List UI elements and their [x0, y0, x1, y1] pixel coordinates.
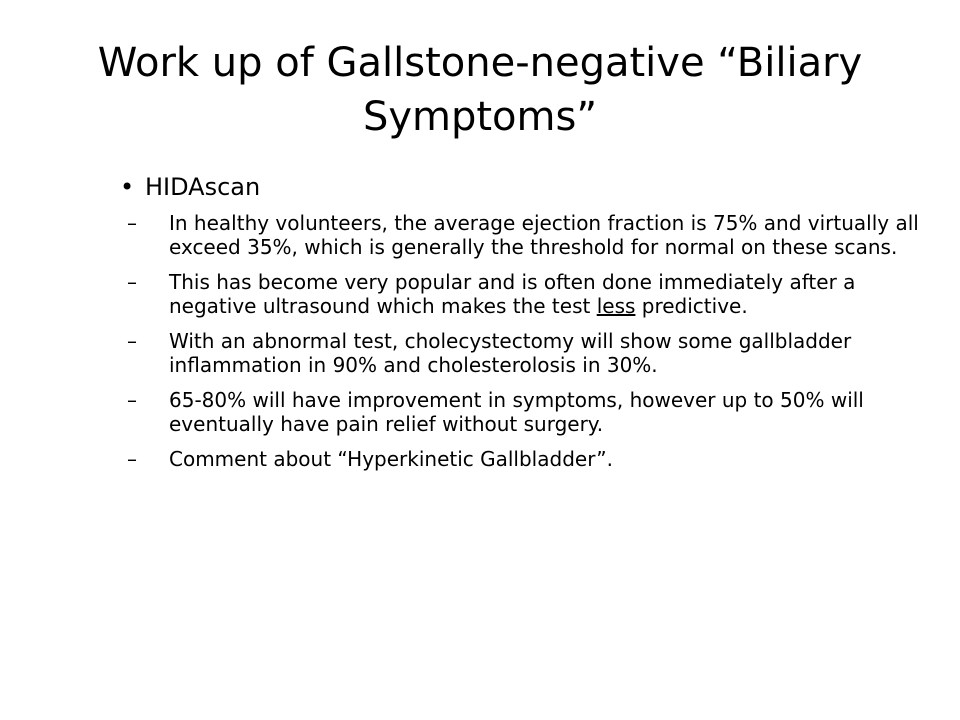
underlined-emphasis: less — [596, 294, 636, 318]
main-bullet-item — [120, 172, 920, 202]
sub-bullet-text: Comment about “Hyperkinetic Gallbladder”. — [169, 447, 613, 471]
dash-marker: – — [127, 388, 137, 412]
dash-marker: – — [127, 329, 137, 353]
sub-bullet-item — [127, 447, 920, 471]
sub-bullet-text-part: This has become very popular and is often done immediately after a negative ultrasound which makes the test — [169, 270, 856, 318]
slide-title: Work up of Gallstone-negative “Biliary Symptoms” — [97, 40, 863, 140]
sub-bullet-item — [127, 270, 920, 318]
sub-bullet-item — [127, 211, 920, 259]
sub-bullet-text-part: predictive. — [635, 294, 748, 318]
sub-bullet-text: With an abnormal test, cholecystectomy will show some gallbladder inflammation in 90% and cholesterolosis in 30%. — [169, 329, 852, 377]
dash-marker: – — [127, 211, 137, 235]
main-bullet-text: HIDAscan — [145, 173, 261, 201]
sub-bullet-text — [169, 270, 855, 318]
sub-bullet-list — [120, 211, 920, 471]
sub-bullet-item — [127, 388, 920, 436]
sub-bullet-text: In healthy volunteers, the average ejection fraction is 75% and virtually all exceed 35%, which is generally the threshold for normal on these scans. — [169, 211, 919, 259]
dash-marker: – — [127, 270, 137, 294]
bullet-marker: • — [120, 173, 135, 201]
dash-marker: – — [127, 447, 137, 471]
sub-bullet-item — [127, 329, 920, 377]
slide-body — [120, 172, 920, 482]
sub-bullet-text: 65-80% will have improvement in symptoms, however up to 50% will eventually have pain relief without surgery. — [169, 388, 864, 436]
